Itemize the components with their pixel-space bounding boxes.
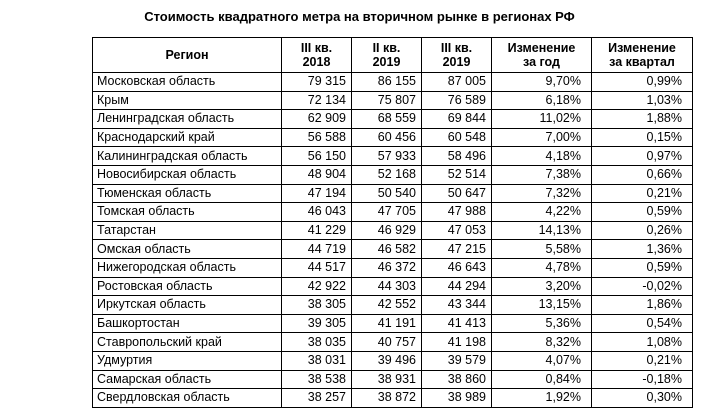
cell-change-year: 9,70% xyxy=(492,73,592,92)
table-row xyxy=(93,314,693,333)
cell-q3-2018: 42 922 xyxy=(282,277,352,296)
cell-q3-2019: 60 548 xyxy=(422,128,492,147)
table-row xyxy=(93,351,693,370)
cell-q2-2019: 86 155 xyxy=(352,73,422,92)
table-title: Стоимость квадратного метра на вторичном рынке в регионах РФ xyxy=(144,9,575,24)
cell-region: Татарстан xyxy=(93,221,282,240)
cell-change-year: 13,15% xyxy=(492,296,592,315)
cell-change-quarter: 1,88% xyxy=(592,110,693,129)
cell-region: Самарская область xyxy=(93,370,282,389)
cell-change-quarter: 0,21% xyxy=(592,184,693,203)
cell-change-quarter: 0,26% xyxy=(592,221,693,240)
cell-q2-2019: 46 582 xyxy=(352,240,422,259)
cell-change-year: 7,00% xyxy=(492,128,592,147)
price-table xyxy=(92,37,693,408)
cell-q2-2019: 75 807 xyxy=(352,91,422,110)
cell-q3-2018: 38 305 xyxy=(282,296,352,315)
cell-change-year: 7,38% xyxy=(492,165,592,184)
header-change-year: Изменение за год xyxy=(492,38,592,73)
cell-q3-2019: 44 294 xyxy=(422,277,492,296)
cell-region: Иркутская область xyxy=(93,296,282,315)
cell-q2-2019: 46 372 xyxy=(352,258,422,277)
cell-region: Башкортостан xyxy=(93,314,282,333)
cell-change-year: 4,78% xyxy=(492,258,592,277)
cell-region: Омская область xyxy=(93,240,282,259)
header-row xyxy=(93,38,693,73)
cell-q2-2019: 44 303 xyxy=(352,277,422,296)
cell-change-quarter: 1,86% xyxy=(592,296,693,315)
cell-q3-2018: 56 150 xyxy=(282,147,352,166)
cell-region: Московская область xyxy=(93,73,282,92)
cell-region: Новосибирская область xyxy=(93,165,282,184)
cell-q3-2019: 38 989 xyxy=(422,389,492,408)
cell-change-quarter: 0,59% xyxy=(592,258,693,277)
cell-region: Тюменская область xyxy=(93,184,282,203)
cell-q3-2018: 44 517 xyxy=(282,258,352,277)
table-row xyxy=(93,147,693,166)
cell-q3-2019: 76 589 xyxy=(422,91,492,110)
cell-q3-2018: 47 194 xyxy=(282,184,352,203)
cell-change-year: 14,13% xyxy=(492,221,592,240)
cell-q2-2019: 41 191 xyxy=(352,314,422,333)
cell-change-quarter: 0,97% xyxy=(592,147,693,166)
cell-change-quarter: 0,15% xyxy=(592,128,693,147)
cell-region: Нижегородская область xyxy=(93,258,282,277)
cell-q2-2019: 57 933 xyxy=(352,147,422,166)
cell-q3-2018: 48 904 xyxy=(282,165,352,184)
cell-change-quarter: 1,36% xyxy=(592,240,693,259)
table-row xyxy=(93,128,693,147)
table-row xyxy=(93,333,693,352)
cell-change-year: 8,32% xyxy=(492,333,592,352)
cell-q3-2018: 38 257 xyxy=(282,389,352,408)
cell-q3-2019: 50 647 xyxy=(422,184,492,203)
cell-change-quarter: -0,18% xyxy=(592,370,693,389)
cell-q3-2019: 41 198 xyxy=(422,333,492,352)
cell-q3-2018: 38 538 xyxy=(282,370,352,389)
cell-q2-2019: 40 757 xyxy=(352,333,422,352)
cell-change-year: 6,18% xyxy=(492,91,592,110)
header-q3-2018: III кв. 2018 xyxy=(282,38,352,73)
cell-q3-2019: 87 005 xyxy=(422,73,492,92)
table-row xyxy=(93,370,693,389)
cell-change-year: 1,92% xyxy=(492,389,592,408)
cell-change-quarter: 1,03% xyxy=(592,91,693,110)
cell-change-year: 5,36% xyxy=(492,314,592,333)
cell-q3-2018: 38 031 xyxy=(282,351,352,370)
table-row xyxy=(93,91,693,110)
cell-change-year: 5,58% xyxy=(492,240,592,259)
table-row xyxy=(93,184,693,203)
table-row xyxy=(93,110,693,129)
cell-change-year: 11,02% xyxy=(492,110,592,129)
cell-region: Калининградская область xyxy=(93,147,282,166)
cell-q3-2018: 39 305 xyxy=(282,314,352,333)
cell-change-quarter: 0,54% xyxy=(592,314,693,333)
cell-change-year: 4,07% xyxy=(492,351,592,370)
cell-q3-2019: 47 988 xyxy=(422,203,492,222)
cell-q3-2018: 56 588 xyxy=(282,128,352,147)
cell-region: Краснодарский край xyxy=(93,128,282,147)
header-change-quarter: Изменение за квартал xyxy=(592,38,693,73)
cell-change-quarter: 0,66% xyxy=(592,165,693,184)
cell-q3-2019: 47 215 xyxy=(422,240,492,259)
cell-region: Крым xyxy=(93,91,282,110)
table-row xyxy=(93,389,693,408)
cell-region: Ленинградская область xyxy=(93,110,282,129)
cell-change-year: 3,20% xyxy=(492,277,592,296)
table-row xyxy=(93,73,693,92)
cell-region: Ростовская область xyxy=(93,277,282,296)
cell-change-year: 0,84% xyxy=(492,370,592,389)
cell-q2-2019: 38 931 xyxy=(352,370,422,389)
cell-region: Ставропольский край xyxy=(93,333,282,352)
cell-change-quarter: 0,99% xyxy=(592,73,693,92)
cell-q2-2019: 47 705 xyxy=(352,203,422,222)
table-row xyxy=(93,221,693,240)
table-row xyxy=(93,165,693,184)
cell-change-quarter: -0,02% xyxy=(592,277,693,296)
cell-q2-2019: 50 540 xyxy=(352,184,422,203)
cell-q2-2019: 46 929 xyxy=(352,221,422,240)
header-q2-2019: II кв. 2019 xyxy=(352,38,422,73)
cell-q2-2019: 38 872 xyxy=(352,389,422,408)
cell-q2-2019: 52 168 xyxy=(352,165,422,184)
header-region: Регион xyxy=(93,38,282,73)
cell-q3-2019: 58 496 xyxy=(422,147,492,166)
cell-q2-2019: 39 496 xyxy=(352,351,422,370)
cell-change-quarter: 0,21% xyxy=(592,351,693,370)
cell-q3-2019: 41 413 xyxy=(422,314,492,333)
cell-change-year: 4,22% xyxy=(492,203,592,222)
cell-q3-2018: 72 134 xyxy=(282,91,352,110)
cell-change-quarter: 0,30% xyxy=(592,389,693,408)
cell-change-year: 4,18% xyxy=(492,147,592,166)
cell-q3-2019: 46 643 xyxy=(422,258,492,277)
table-row xyxy=(93,277,693,296)
cell-q3-2019: 52 514 xyxy=(422,165,492,184)
cell-q3-2018: 79 315 xyxy=(282,73,352,92)
cell-change-quarter: 0,59% xyxy=(592,203,693,222)
cell-q3-2019: 47 053 xyxy=(422,221,492,240)
cell-region: Свердловская область xyxy=(93,389,282,408)
cell-region: Томская область xyxy=(93,203,282,222)
cell-q3-2018: 44 719 xyxy=(282,240,352,259)
cell-region: Удмуртия xyxy=(93,351,282,370)
cell-q3-2018: 38 035 xyxy=(282,333,352,352)
cell-q3-2019: 43 344 xyxy=(422,296,492,315)
table-row xyxy=(93,258,693,277)
table-row xyxy=(93,240,693,259)
cell-q3-2018: 41 229 xyxy=(282,221,352,240)
header-q3-2019: III кв. 2019 xyxy=(422,38,492,73)
cell-q3-2018: 46 043 xyxy=(282,203,352,222)
cell-q3-2019: 69 844 xyxy=(422,110,492,129)
cell-change-quarter: 1,08% xyxy=(592,333,693,352)
cell-q2-2019: 68 559 xyxy=(352,110,422,129)
cell-q3-2018: 62 909 xyxy=(282,110,352,129)
cell-q3-2019: 38 860 xyxy=(422,370,492,389)
table-row xyxy=(93,296,693,315)
table-row xyxy=(93,203,693,222)
cell-q2-2019: 42 552 xyxy=(352,296,422,315)
cell-q2-2019: 60 456 xyxy=(352,128,422,147)
cell-change-year: 7,32% xyxy=(492,184,592,203)
cell-q3-2019: 39 579 xyxy=(422,351,492,370)
